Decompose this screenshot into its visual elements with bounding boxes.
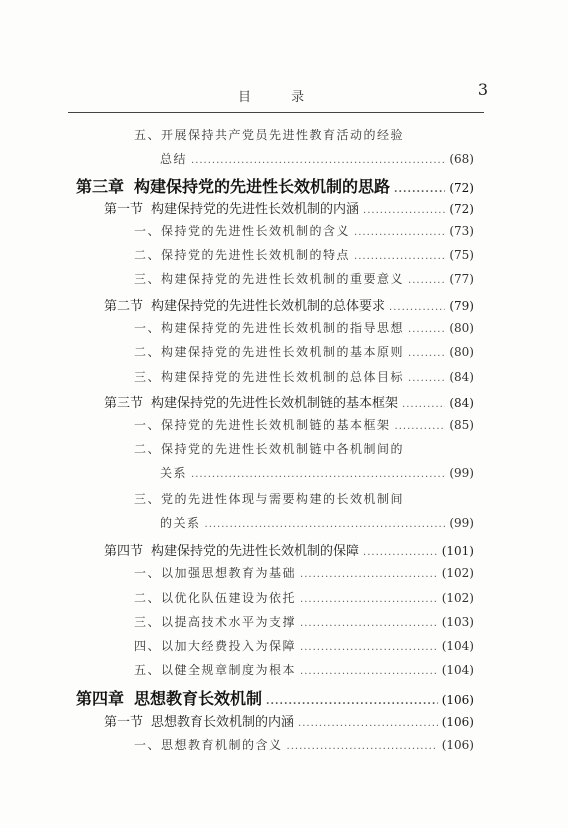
dot-leader (266, 696, 438, 707)
dot-leader (408, 275, 445, 286)
toc-entry-page-number: (80) (449, 321, 474, 335)
toc-entry-title: 思想教育长效机制的内涵 (151, 715, 295, 730)
toc-entry-number: 一、 (134, 566, 162, 580)
toc-entry-first-line: 二、保持党的先进性长效机制链中各机制间的 (134, 442, 405, 456)
toc-section-entry (104, 295, 474, 314)
toc-sub-entry (134, 564, 474, 581)
toc-entry-title: 构建保持党的先进性长效机制的总体要求 (151, 299, 386, 314)
toc-entry-number: 三、 (134, 272, 162, 286)
toc-entry-page-number: (106) (441, 738, 474, 752)
toc-entry-page-number: (85) (449, 418, 474, 432)
dot-leader (300, 594, 438, 605)
toc-entry-title: 的关系 (160, 516, 201, 530)
toc-entry-title: 构建保持党的先进性长效机制的总体目标 (161, 370, 405, 384)
dot-leader (394, 184, 445, 195)
toc-sub-entry (160, 150, 474, 167)
toc-entry-page-number: (72) (449, 202, 474, 216)
toc-entry-title: 以优化队伍建设为依托 (161, 591, 297, 605)
toc-sub-entry (134, 343, 474, 360)
toc-entry-title: 构建保持党的先进性长效机制的保障 (151, 544, 360, 559)
dot-leader (300, 642, 438, 653)
toc-entry-title: 构建保持党的先进性长效机制的指导思想 (161, 321, 405, 335)
toc-entry-page-number: (102) (441, 566, 474, 580)
toc-entry-number: 三、 (134, 615, 162, 629)
toc-entry-title: 以加强思想教育为基础 (161, 566, 297, 580)
toc-sub-entry (160, 514, 474, 531)
toc-entry-number: 四、 (134, 639, 162, 653)
toc-entry-number: 二、 (134, 591, 162, 605)
toc-section-entry (104, 711, 474, 730)
toc-entry-number: 第一节 (104, 715, 144, 730)
toc-entry-number: 二、 (134, 345, 162, 359)
toc-entry-page-number: (104) (441, 639, 474, 653)
toc-entry-number: 一、 (134, 738, 162, 752)
page-number: 3 (477, 80, 488, 99)
toc-sub-entry (134, 368, 474, 385)
toc-entry-page-number: (101) (441, 544, 474, 558)
toc-entry-number: 三、 (134, 370, 162, 384)
dot-leader (300, 618, 438, 629)
dot-leader (300, 569, 438, 580)
dot-leader (287, 741, 438, 752)
toc-entry-title: 总结 (160, 152, 188, 166)
toc-entry-page-number: (84) (449, 370, 474, 384)
toc-entry-number: 一、 (134, 321, 162, 335)
toc-entry-title: 保持党的先进性长效机制的特点 (161, 248, 351, 262)
toc-entry-title: 保持党的先进性长效机制的含义 (161, 224, 351, 238)
toc-section-entry (104, 540, 474, 559)
toc-sub-entry (134, 589, 474, 606)
toc-entry-title: 以提高技术水平为支撑 (161, 615, 297, 629)
toc-entry-number: 第三节 (104, 396, 144, 411)
toc-sub-entry (134, 319, 474, 336)
toc-entry-page-number: (103) (441, 615, 474, 629)
toc-entry-page-number: (84) (449, 396, 474, 410)
toc-entry-page-number: (106) (441, 693, 474, 707)
toc-section-entry (104, 198, 474, 217)
toc-entry-first-line: 五、开展保持共产党员先进性教育活动的经验 (134, 128, 405, 142)
toc-entry-first-line: 三、党的先进性体现与需要构建的长效机制间 (134, 492, 405, 506)
toc-sub-entry (134, 222, 474, 239)
dot-leader (354, 251, 445, 262)
toc-chapter-entry (76, 174, 474, 197)
dot-leader (298, 718, 438, 729)
toc-entry-number: 第四节 (104, 544, 144, 559)
toc-entry-title: 保持党的先进性长效机制链的基本框架 (161, 418, 391, 432)
toc-sub-entry (134, 416, 474, 433)
toc-sub-entry (134, 613, 474, 630)
toc-entry-page-number: (80) (449, 345, 474, 359)
toc-entry-title: 以加大经费投入为保障 (161, 639, 297, 653)
toc-entry-title: 关系 (160, 466, 188, 480)
toc-sub-entry (134, 270, 474, 287)
running-header-title: 目 录 (238, 90, 323, 105)
toc-entry-title: 构建保持党的先进性长效机制的内涵 (151, 202, 360, 217)
dot-leader (191, 155, 445, 166)
dot-leader (205, 519, 446, 530)
toc-entry-page-number: (99) (449, 466, 474, 480)
dot-leader (408, 373, 445, 384)
dot-leader (402, 399, 445, 410)
toc-entry-number: 二、 (134, 248, 162, 262)
toc-sub-entry (134, 736, 474, 753)
dot-leader (363, 547, 438, 558)
toc-entry-title: 以健全规章制度为根本 (161, 663, 297, 677)
toc-entry-page-number: (75) (449, 248, 474, 262)
dot-leader (408, 324, 445, 335)
toc-entry-page-number: (102) (441, 591, 474, 605)
dot-leader (354, 227, 445, 238)
toc-entry-title: 构建保持党的先进性长效机制的思路 (134, 177, 391, 196)
toc-entry-title: 思想教育长效机制 (134, 689, 263, 708)
toc-entry-page-number: (77) (449, 272, 474, 286)
toc-entry-page-number: (73) (449, 224, 474, 238)
toc-entry-title: 构建保持党的先进性长效机制的基本原则 (161, 345, 405, 359)
toc-sub-entry (134, 637, 474, 654)
toc-sub-entry (134, 246, 474, 263)
toc-entry-page-number: (106) (441, 715, 474, 729)
toc-entry-number: 第三章 (76, 177, 125, 196)
toc-chapter-entry (76, 686, 474, 709)
toc-entry-page-number: (99) (449, 516, 474, 530)
toc-entry-number: 一、 (134, 418, 162, 432)
toc-entry-page-number: (72) (449, 181, 474, 195)
toc-entry-page-number: (104) (441, 663, 474, 677)
toc-entry-page-number: (68) (449, 152, 474, 166)
toc-entry-title: 构建保持党的先进性长效机制链的基本框架 (151, 396, 399, 411)
dot-leader (363, 205, 445, 216)
toc-entry-number: 一、 (134, 224, 162, 238)
dot-leader (389, 302, 445, 313)
dot-leader (300, 666, 438, 677)
toc-entry-number: 五、 (134, 663, 162, 677)
toc-entry-title: 构建保持党的先进性长效机制的重要意义 (161, 272, 405, 286)
toc-entry-number: 第一节 (104, 202, 144, 217)
toc-entry-title: 思想教育机制的含义 (161, 738, 283, 752)
dot-leader (395, 421, 446, 432)
toc-sub-entry (134, 661, 474, 678)
toc-entry-page-number: (79) (449, 299, 474, 313)
dot-leader (408, 348, 445, 359)
toc-section-entry (104, 392, 474, 411)
toc-entry-number: 第二节 (104, 299, 144, 314)
dot-leader (191, 469, 445, 480)
toc-sub-entry (160, 464, 474, 481)
toc-entry-number: 第四章 (76, 689, 125, 708)
